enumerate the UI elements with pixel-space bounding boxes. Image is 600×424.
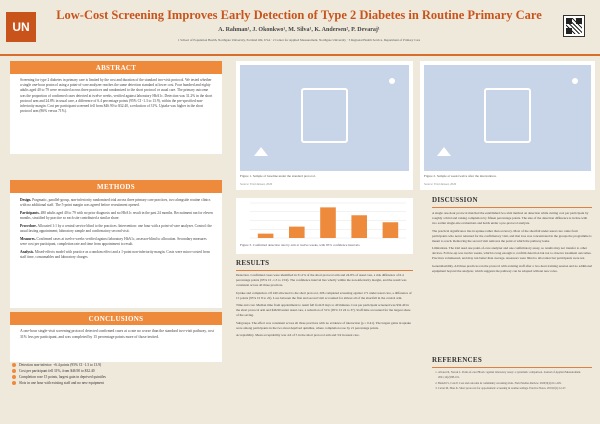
methods-analysis: Analysis. Mixed-effects model with practice as a random effect and a 1-point non-inferiority margin. Costs were micro-costed from staff time, consumables and laboratory charges. <box>20 250 210 260</box>
results-acceptability: Acceptability. Mean acceptability was 4.6 of 5 in the short protocol arm and 3.9 in usual care. <box>236 333 360 338</box>
discussion-generalisability: Generalisability. All three practices ran the protocol with existing staff after a two-hour training session and no additional equipment beyond the analyzer, which suggests the pathway can be adopted without new roles. <box>432 263 592 273</box>
methods-panel <box>10 180 222 308</box>
figure-1-source: Source: Trial dataset, 2026 <box>240 182 273 186</box>
methods-procedure: Procedure. Allocated 1:1 by a central service blind to the practices. Intervention: one hour with a point-of-care analyzer. Control: the usual fasting appointment; laboratory sample and confirmatory second visit. <box>20 224 212 234</box>
methods-participants: Participants. 480 adults aged 40 to 79 with no prior diagnosis and no HbA1c result in the past 24 months. Recruitment ran for eleven months, stratified by practice so each site contributed a similar share. <box>20 211 213 221</box>
key-findings-list <box>12 362 220 386</box>
abstract-text: Screening for type 2 diabetes in primary care is limited by the cost and duration of the standard two-visit protocol. We tested whether a single one-hour protocol using a point-of-care analyzer reaches the same detection standard at lower cost. Four hundred and eighty adults aged 40 to 79 were recruited across three practices and randomized to the short protocol or usual care. The primary outcome was the proportion of confirmed cases detected at twelve weeks, verified against laboratory HbA1c. Detection was 31.2% in the short protocol arm and 24.8% in usual care, a difference of 6.4 percentage points (95% CI -1.3 to 13.9), within the pre-specified non-inferiority margin. Cost per participant screened fell from $46.90 to $32.40, a reduction of 31%. Uptake was higher in the short protocol arm (86% versus 71%). <box>20 78 213 114</box>
conclusions-panel <box>10 312 222 362</box>
results-subgroups: Subgroups. The effect was consistent across all three practices with no evidence of interaction (p = 0.41). The largest gains in uptake were among participants in the two most deprived quintiles, where completion rose by 21 percentage points. <box>236 320 412 330</box>
methods-design: Design. Pragmatic, parallel-group, non-inferiority randomized trial across three primary care practices, two alongside routine clinics with no additional staff. The 5-point margin was agreed before recruitment opened. <box>20 198 211 208</box>
finding-item: Slots in one hour with existing staff and no new equipment <box>12 380 220 386</box>
detection-bar-chart <box>236 198 413 246</box>
results-uptake: Uptake and completion. Of 240 allocated to the short protocol, 206 completed screening against 171 under usual care, a difference of 15 points (95% CI 8 to 22). Loss between the first and second visit accounted for almost all of the shortfall in the control arm. <box>236 290 412 300</box>
reference-item: 1. Alvarez R, Novak L. Point-of-care HbA1c against laboratory assay: a systematic comparison. Journal of Applied Measurement. 2021;14(2):88-101. <box>438 370 592 381</box>
results-underline <box>236 270 413 271</box>
discussion-summary: A single one-hour protocol matched the established two-visit method on detection while cutting cost per participant by roughly a third and raising completion by fifteen percentage points. The size of the detection difference is in line with two earlier single-site evaluations and holds under a pre-protocol analysis. <box>432 211 589 225</box>
reference-item: 2. Bianchi S, Cole P. Cost and outcome in community screening trials. Field Studies Review. 2020;9(4):211-229. <box>438 381 592 386</box>
methods-measures: Measures. Confirmed cases at twelve weeks verified against laboratory HbA1c, assessor-blind to allocation. Secondary measures were cost per participant, completion rate and time from appointment to result. <box>20 237 207 247</box>
figure-1-panel <box>236 61 413 190</box>
finding-item: Completion rose 15 points, largest gain in deprived quintiles <box>12 374 220 380</box>
bullet-icon <box>12 381 16 385</box>
figure-1-caption: Figure 1. Sample of baseline under the standard protocol. <box>240 174 316 178</box>
chart-bar <box>320 207 336 238</box>
poster-title: Low-Cost Screening Improves Early Detection of Type 2 Diabetes in Routine Primary Care <box>56 8 542 22</box>
discussion-heading: DISCUSSION <box>432 196 478 204</box>
results-heading: RESULTS <box>236 259 270 267</box>
chart-bar <box>258 234 274 238</box>
reference-item: 3. Carter M, Haas K. Short protocols for opportunistic screening in routine settings. Practice Notes. 2019;6(1):12-27. <box>438 386 592 391</box>
figure-2-panel <box>420 61 595 190</box>
figure-1-image <box>240 65 409 171</box>
results-detection: Detection. Confirmed cases were identified in 31.2% of the short protocol arm and 24.8% of usual care, a risk difference of 6.4 percentage points (95% CI -1.3 to 13.9). The confidence interval lies wholly within the non-inferiority margin, and the result was consistent across all three practices. <box>236 273 407 287</box>
bullet-icon <box>12 363 16 367</box>
references-heading: REFERENCES <box>432 356 483 364</box>
results-time-cost: Time and cost. Median time from appointment to result fell from 8 days to 40 minutes. Cost per participant screened was $32.40 in the short protocol arm and $46.90 under usual care, a reduction of 31% (95% CI 24 to 37). Staff time accounted for the largest share of the saving. <box>236 303 411 318</box>
discussion-underline <box>432 207 592 208</box>
author-list: A. Rahman¹, J. Okonkwo¹, M. Silva¹, K. Andersen², P. Devaraj¹ <box>218 27 380 33</box>
university-logo: UN <box>6 12 36 42</box>
chart-bar <box>289 227 305 238</box>
abstract-heading: ABSTRACT <box>10 61 222 74</box>
conclusions-heading: CONCLUSIONS <box>10 312 222 325</box>
header-divider <box>0 54 600 56</box>
bullet-icon <box>12 369 16 373</box>
discussion-limitations: Limitations. The trial used one point-of-care analyzer and one confirmatory assay, so results may not transfer to other devices. Follow-up was twelve weeks, which is long enough to confirm detection but not to observe treatment outcomes. Practices volunteered, and may run better than average. Assessors were blind to allocation but participants were not. <box>432 246 592 261</box>
methods-text <box>20 198 214 263</box>
affiliations: 1 School of Population Health, Northgate University, Portland OR, USA · 2 Center for Applied Measurement, Northgate University · 3 Regional Health Service, Department of Primary Care <box>177 38 421 42</box>
methods-heading: METHODS <box>10 180 222 193</box>
figure-3-panel <box>236 198 413 254</box>
chart-bar <box>351 215 367 238</box>
figure-2-caption: Figure 2. Sample at week twelve after the intervention. <box>424 174 497 178</box>
finding-item: Cost per participant fell 31%, from $46.90 to $32.40 <box>12 368 220 374</box>
chart-bar <box>383 222 399 238</box>
qr-code-icon[interactable] <box>563 15 585 37</box>
bullet-icon <box>12 375 16 379</box>
reference-list <box>432 370 592 392</box>
figure-3-caption: Figure 3. Confirmed detection rate by arm at twelve weeks, with 95% confidence intervals. <box>240 243 361 247</box>
poster-header <box>0 0 600 54</box>
finding-item: Detection non-inferior: +6.4 points (95% CI -1.3 to 13.9) <box>12 362 220 368</box>
abstract-panel <box>10 61 222 154</box>
discussion-significance: The practical significance lies in uptake rather than accuracy. Most of the shortfall under usual care came from participants who never returned for the confirmatory visit, and that loss was concentrated in the groups the programme is meant to reach. Removing the second visit removes the point at which the pathway leaks. <box>432 228 592 243</box>
figure-2-image <box>424 65 591 171</box>
figure-2-source: Source: Trial dataset, 2026 <box>424 182 457 186</box>
discussion-text <box>432 211 592 276</box>
references-underline <box>432 367 592 368</box>
conclusions-text: A one-hour single-visit screening protocol detected confirmed cases at a rate no worse than the standard two-visit pathway, cost 31% less per participant, and was completed by 15 percentage points more of those invited. <box>20 329 214 339</box>
results-text <box>236 273 413 341</box>
